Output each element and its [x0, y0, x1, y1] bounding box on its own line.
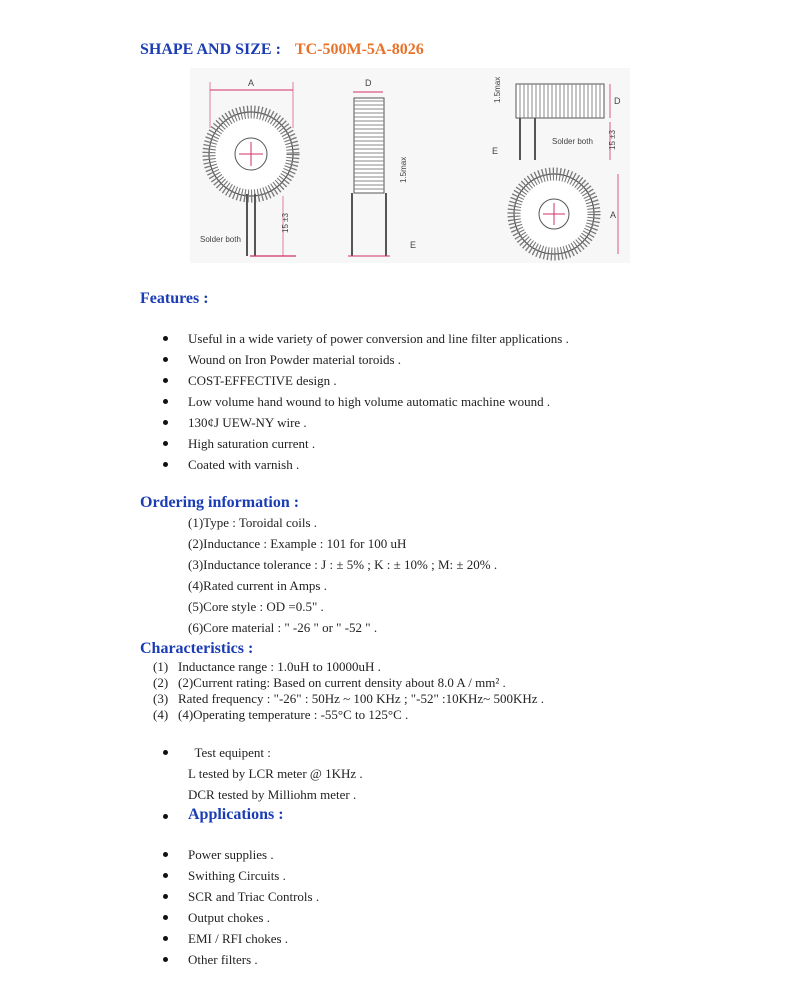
dim-15max-top: 1.5max: [493, 76, 502, 103]
list-item: (6)Core material : " -26 " or " -52 " .: [188, 620, 378, 635]
list-item: Wound on Iron Powder material toroids .: [160, 352, 569, 373]
bullet-icon: [163, 336, 168, 341]
features-list: [160, 331, 569, 478]
bullet-icon: [163, 873, 168, 878]
list-item: Output chokes .: [160, 910, 319, 931]
bullet-icon: [163, 420, 168, 425]
list-item: (2) (2)Current rating: Based on current density about 8.0 A / mm² .: [153, 675, 506, 690]
bullet-icon: [163, 441, 168, 446]
list-item: EMI / RFI chokes .: [160, 931, 319, 952]
list-item: (4)Rated current in Amps .: [188, 578, 327, 593]
list-item: (5)Core style : OD =0.5" .: [188, 599, 324, 614]
bullet-icon: [163, 814, 168, 819]
characteristics-list: [153, 659, 544, 723]
bullet-icon: [163, 894, 168, 899]
list-item: Other filters .: [160, 952, 319, 973]
bullet-icon: [163, 957, 168, 962]
label-e-side: E: [410, 240, 417, 250]
label-a-top: A: [610, 210, 617, 220]
list-item: Low volume hand wound to high volume automatic machine wound .: [160, 394, 569, 415]
list-item: SCR and Triac Controls .: [160, 889, 319, 910]
test-equipment: [160, 745, 363, 808]
applications-heading-row: [160, 806, 284, 824]
list-item: (1) Inductance range : 1.0uH to 10000uH .: [153, 659, 381, 674]
list-item: (1)Type : Toroidal coils .: [188, 515, 317, 530]
test-line-dcr: DCR tested by Milliohm meter .: [188, 787, 357, 802]
dim-15max-side: 1.5max: [399, 156, 408, 183]
shape-size-drawing: [190, 68, 630, 263]
applications-list: [160, 847, 319, 973]
bullet-icon: [163, 462, 168, 467]
list-item: High saturation current .: [160, 436, 569, 457]
bullet-icon: [163, 357, 168, 362]
label-d: D: [365, 78, 372, 88]
ordering-list: [188, 515, 497, 641]
test-line-lcr: L tested by LCR meter @ 1KHz .: [188, 766, 363, 781]
bullet-icon: [163, 852, 168, 857]
model-number: TC-500M-5A-8026: [294, 41, 424, 58]
label-d-top: D: [614, 96, 621, 106]
characteristics-heading: Characteristics :: [140, 640, 254, 657]
list-item: Swithing Circuits .: [160, 868, 319, 889]
list-item: (3) Rated frequency : "-26" : 50Hz ~ 100 KHz ; "-52" :10KHz~ 500KHz .: [153, 691, 544, 706]
list-item: (3)Inductance tolerance : J : ± 5% ; K : ± 10% ; M: ± 20% .: [188, 557, 498, 572]
dim-15-front: 15 ±3: [281, 213, 290, 233]
ordering-heading: Ordering information :: [140, 494, 300, 511]
bullet-icon: [163, 378, 168, 383]
dim-15-top: 15 ±3: [608, 130, 617, 150]
title-label: SHAPE AND SIZE :: [140, 41, 281, 58]
bullet-icon: [163, 936, 168, 941]
list-item: (4) (4)Operating temperature : -55°C to 125°C .: [153, 707, 409, 722]
label-e-top: E: [492, 146, 499, 156]
features-heading: Features :: [140, 290, 209, 307]
test-label-row: Test equipent :: [160, 745, 363, 766]
bullet-icon: [163, 399, 168, 404]
label-a-front: A: [248, 78, 255, 88]
list-item: (2)Inductance : Example : 101 for 100 uH: [188, 536, 407, 551]
list-item: Coated with varnish .: [160, 457, 569, 478]
list-item: 130¢J UEW-NY wire .: [160, 415, 569, 436]
list-item: Power supplies .: [160, 847, 319, 868]
applications-heading: Applications :: [188, 806, 284, 823]
bullet-icon: [163, 750, 168, 755]
list-item: Useful in a wide variety of power conversion and line filter applications .: [160, 331, 569, 352]
bullet-icon: [163, 915, 168, 920]
solder-both-top: Solder both: [552, 137, 593, 146]
solder-both-front: Solder both: [200, 235, 241, 244]
list-item: COST-EFFECTIVE design .: [160, 373, 569, 394]
page-title: [140, 41, 424, 59]
